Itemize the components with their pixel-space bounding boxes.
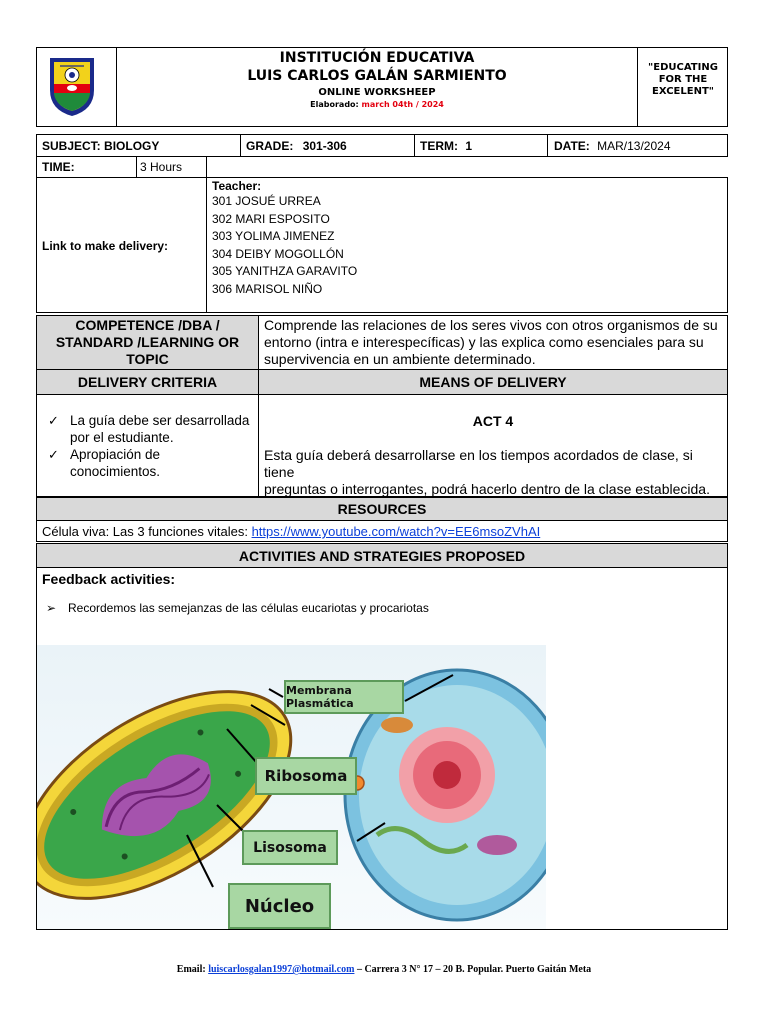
feedback-title: Feedback activities: <box>42 571 176 587</box>
footer <box>0 964 768 975</box>
criteria-item-1-line1: La guía debe ser desarrollada <box>70 413 250 428</box>
school-crest-logo <box>46 52 98 118</box>
term-value: 1 <box>465 139 473 153</box>
label-lisosoma: Lisosoma <box>242 830 338 865</box>
footer-email-link[interactable]: luiscarlosgalan1997@hotmail.com <box>208 964 355 975</box>
grade-value: 301-306 <box>302 139 347 153</box>
motto-line2: FOR THE <box>658 74 708 85</box>
worksheet-title: ONLINE WORKSHEEP <box>318 87 436 98</box>
bullet-item <box>46 601 429 615</box>
teacher-list <box>212 193 357 298</box>
teacher-302: 302 MARI ESPOSITO <box>212 211 330 226</box>
time-value: 3 Hours <box>140 160 183 174</box>
means-text-line2: preguntas o interrogantes, podrá hacerlo dentro de la clase establecida. <box>264 481 710 497</box>
means-heading: MEANS OF DELIVERY <box>419 374 567 390</box>
motto-line3: EXCELENT" <box>652 86 714 97</box>
date-label: DATE: <box>554 139 590 153</box>
competence-text <box>264 317 724 368</box>
resources-text: Célula viva: Las 3 funciones vitales: <box>42 524 252 539</box>
competence-text-line2: entorno (intra e interespecíficas) y las explica como esenciales para su <box>264 334 704 350</box>
competence-text-line3: supervivencia en un ambiente determinado. <box>264 351 536 367</box>
term-label: TERM: <box>420 139 458 153</box>
teacher-303: 303 YOLIMA JIMENEZ <box>212 229 335 243</box>
criteria-item-2-line2: conocimientos. <box>70 464 161 479</box>
grade-field <box>246 139 347 153</box>
resources-line <box>42 524 540 539</box>
competence-text-line1: Comprende las relaciones de los seres vivos con otros organismos de su <box>264 317 718 333</box>
resources-heading: RESOURCES <box>337 501 427 517</box>
criteria-item-2-line1: Apropiación de <box>70 447 161 462</box>
teacher-301: 301 JOSUÉ URREA <box>212 194 321 208</box>
elaborado-date: march 04th / 2024 <box>361 100 444 109</box>
bullet-text: Recordemos las semejanzas de las células eucariotas y procariotas <box>68 601 429 615</box>
check-icon: ✓ <box>48 447 59 462</box>
competence-heading-line2: STANDARD /LEARNING OR <box>55 334 240 350</box>
elaborado-line <box>117 100 637 109</box>
subject-field <box>42 139 159 153</box>
act-title: ACT 4 <box>472 413 514 429</box>
link-delivery-label: Link to make delivery: <box>42 239 169 253</box>
criteria-heading: DELIVERY CRITERIA <box>77 374 218 390</box>
teacher-305: 305 YANITHZA GARAVITO <box>212 264 358 278</box>
elaborado-label: Elaborado: <box>310 100 359 109</box>
term-field <box>420 139 472 153</box>
teacher-306: 306 MARISOL NIÑO <box>212 281 323 296</box>
teacher-label: Teacher: <box>212 179 262 193</box>
grade-label: GRADE: <box>246 139 294 153</box>
label-membrana-plasmatica: Membrana Plasmática <box>284 680 404 714</box>
institution-line1: INSTITUCIÓN EDUCATIVA <box>279 50 475 66</box>
footer-address: – Carrera 3 N° 17 – 20 B. Popular. Puerto Gaitán Meta <box>354 964 592 975</box>
teacher-304: 304 DEIBY MOGOLLÓN <box>212 246 344 261</box>
date-value: MAR/13/2024 <box>597 139 671 153</box>
activities-heading: ACTIVITIES AND STRATEGIES PROPOSED <box>238 548 526 564</box>
criteria-list <box>48 412 258 480</box>
criteria-item-1 <box>48 412 258 446</box>
time-label: TIME: <box>42 160 75 174</box>
subject-label: SUBJECT: <box>42 139 101 153</box>
youtube-link[interactable]: https://www.youtube.com/watch?v=EE6msoZVhAI <box>251 524 541 539</box>
criteria-item-1-line2: por el estudiante. <box>70 430 174 445</box>
competence-heading <box>36 317 259 368</box>
label-ribosoma: Ribosoma <box>255 757 357 795</box>
check-icon: ✓ <box>48 413 59 428</box>
arrow-bullet-icon: ➢ <box>46 601 57 615</box>
cell-comparison-illustration <box>37 645 546 929</box>
date-field <box>554 139 671 153</box>
label-nucleo: Núcleo <box>228 883 331 929</box>
competence-heading-line3: TOPIC <box>126 351 169 367</box>
competence-heading-line1: COMPETENCE /DBA / <box>75 317 220 333</box>
footer-email-label: Email: <box>176 964 209 975</box>
institution-line2: LUIS CARLOS GALÁN SARMIENTO <box>247 68 507 84</box>
subject-value: BIOLOGY <box>104 139 160 153</box>
motto-line1: "EDUCATING <box>648 62 718 73</box>
criteria-item-2 <box>48 446 258 480</box>
means-text-line1: Esta guía deberá desarrollarse en los tiempos acordados de clase, si tiene <box>264 447 693 480</box>
means-text <box>264 447 726 498</box>
